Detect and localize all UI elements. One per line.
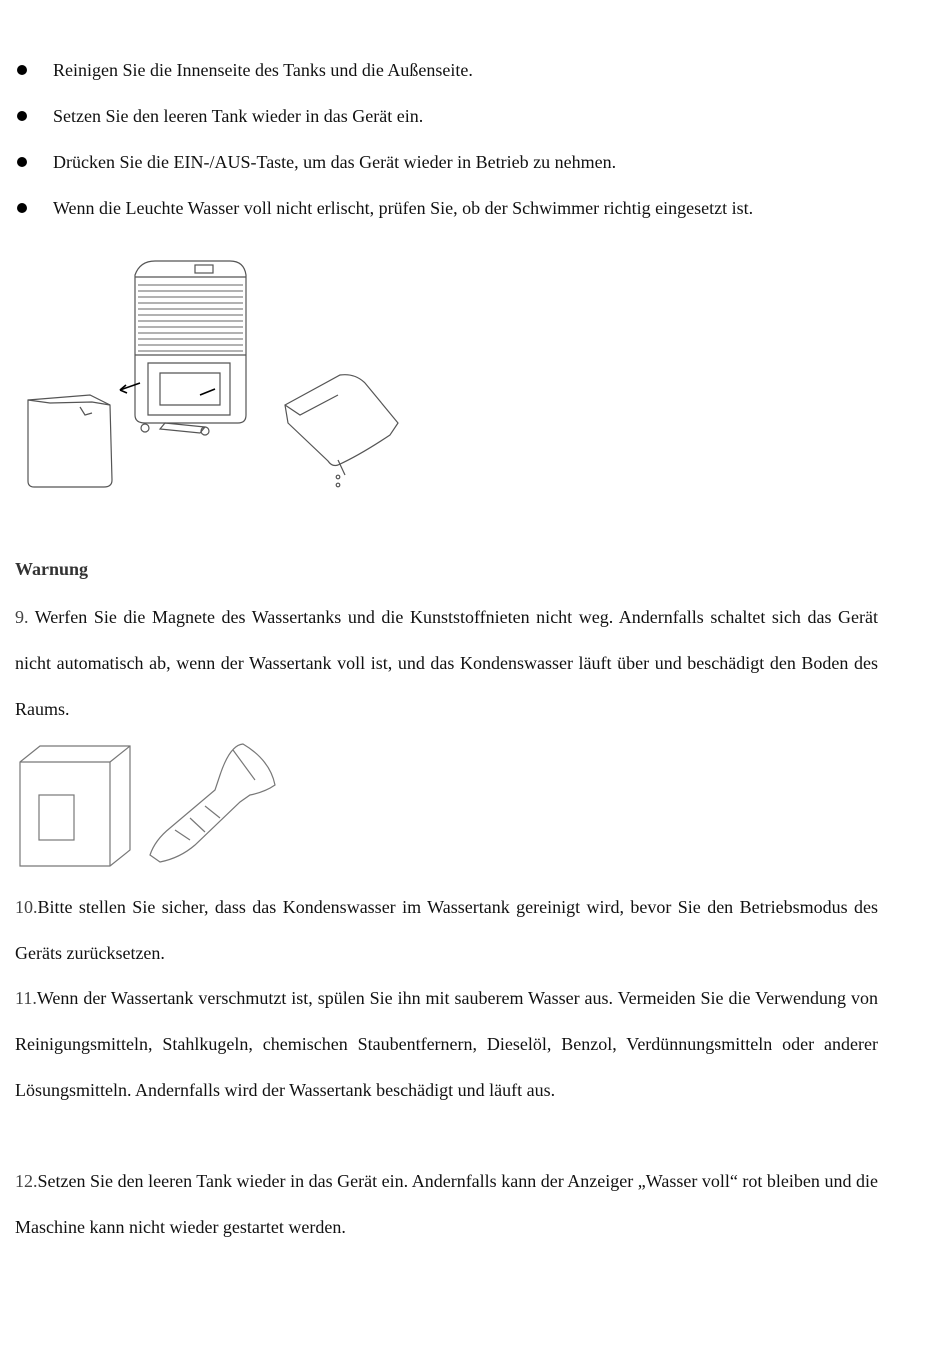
magnet-and-rivet-illustration xyxy=(15,740,285,870)
dehumidifier-tank-illustration xyxy=(20,255,410,495)
warning-heading: Warnung xyxy=(15,559,89,579)
warning-item-12 xyxy=(15,1158,878,1250)
tilted-tank-drawing xyxy=(285,375,398,487)
bullet-item xyxy=(15,102,915,130)
warning-item-11 xyxy=(15,975,878,1113)
warning-item-10 xyxy=(15,884,878,976)
plastic-rivet-drawing xyxy=(150,744,275,862)
magnet-drawing xyxy=(20,746,130,866)
item-text: Bitte stellen Sie sicher, dass das Kondenswasser im Wassertank gereinigt wird, bevor Sie den Betriebsmodus des Geräts zurücksetzen. xyxy=(15,897,878,963)
item-number: 10. xyxy=(15,897,38,917)
item-number: 11. xyxy=(15,988,37,1008)
item-number: 9. xyxy=(15,607,29,627)
item-text: Wenn der Wassertank verschmutzt ist, spülen Sie ihn mit sauberem Wasser aus. Vermeiden Sie die Verwendung von Reinigungsmitteln, Stahlkugeln, chemischen Staubentfernern, Dieselöl, Benzol, Verdünnungsmitteln oder anderer Lösungsmitteln. Andernfalls wird der Wassertank beschädigt und läuft aus. xyxy=(15,988,878,1100)
bullet-text: Drücken Sie die EIN-/AUS-Taste, um das Gerät wieder in Betrieb zu nehmen. xyxy=(53,151,617,172)
bullet-dot xyxy=(17,111,27,121)
item-number: 12. xyxy=(15,1171,38,1191)
bullet-text: Wenn die Leuchte Wasser voll nicht erlischt, prüfen Sie, ob der Schwimmer richtig eingesetzt ist. xyxy=(53,197,754,218)
bullet-item xyxy=(15,56,915,84)
item-text: Werfen Sie die Magnete des Wassertanks und die Kunststoffnieten nicht weg. Andernfalls schaltet sich das Gerät nicht automatisch ab, wenn der Wassertank voll ist, und das Kondenswasser läuft über und beschädigt den Boden des Raums. xyxy=(15,607,878,719)
bullet-item xyxy=(15,194,915,222)
warning-item-9 xyxy=(15,594,878,732)
bullet-dot xyxy=(17,65,27,75)
bullet-text: Reinigen Sie die Innenseite des Tanks und die Außenseite. xyxy=(53,59,473,80)
bullet-dot xyxy=(17,157,27,167)
bullet-dot xyxy=(17,203,27,213)
dehumidifier-body-drawing xyxy=(120,261,246,435)
bullet-item xyxy=(15,148,915,176)
item-text: Setzen Sie den leeren Tank wieder in das Gerät ein. Andernfalls kann der Anzeiger „Wasser voll“ rot bleiben und die Maschine kann nicht wieder gestartet werden. xyxy=(15,1171,878,1237)
instruction-bullet-list xyxy=(15,56,915,240)
water-tank-drawing xyxy=(28,395,112,487)
bullet-text: Setzen Sie den leeren Tank wieder in das Gerät ein. xyxy=(53,105,424,126)
